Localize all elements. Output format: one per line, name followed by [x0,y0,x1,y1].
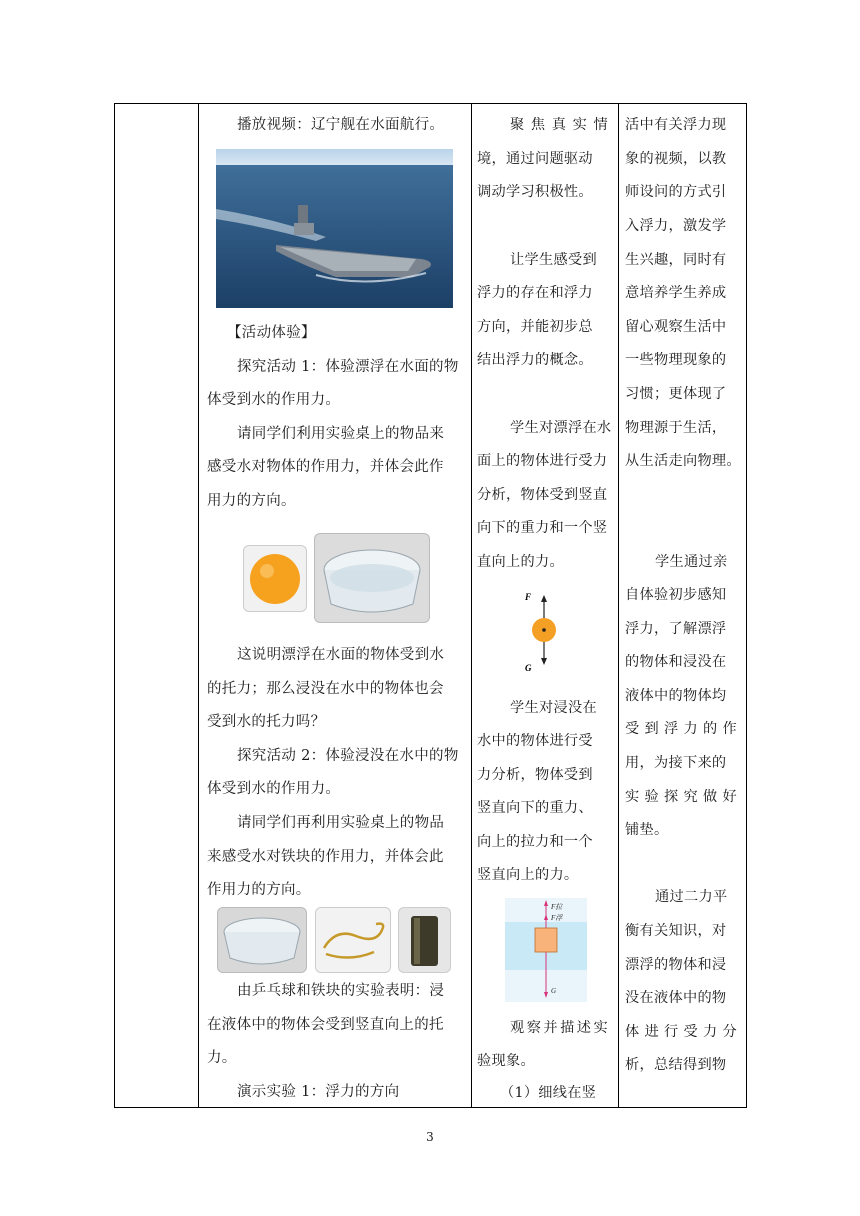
text-line: 入浮力，激发学 [625,218,727,234]
text-line: 学生通过亲 [655,554,728,570]
text-line: 体受到水的作用力。 [207,781,341,797]
lesson-table [114,103,747,1108]
force-label-buoyancy: F浮 [551,914,563,922]
text-line: 自体验初步感知 [625,587,727,603]
text-line: 漂浮的物体和浸 [625,957,727,973]
student-activity-column [472,104,618,1107]
text-line: 面上的物体进行受力 [477,453,608,469]
video-line: 播放视频：辽宁舰在水面航行。 [237,117,445,133]
text-line: 演示实验 1：浮力的方向 [237,1084,400,1100]
text-line: 学生对漂浮在水 [510,420,612,436]
text-line: 让学生感受到 [510,252,597,268]
text-line: 物理源于生活， [625,420,727,436]
force-label-gravity: G [551,987,557,995]
text-line: 向上的拉力和一个 [477,834,593,850]
text-line: 调动学习积极性。 [477,184,593,200]
text-line: 受到水的托力吗？ [207,714,326,730]
text-line: 留心观察生活中 [625,319,727,335]
text-line: 力分析，物体受到 [477,767,593,783]
force-label-g: G [525,663,532,673]
text-line: 向下的重力和一个竖 [477,520,608,536]
ping-pong-ball-photo [243,545,307,612]
text-line: 没在液体中的物 [625,990,727,1006]
text-line: 作用力的方向。 [207,882,311,898]
text-line: 的物体和浸没在 [625,654,727,670]
text-line: 析，总结得到物 [625,1057,727,1073]
text-line: 意培养学生养成 [625,285,727,301]
text-line: 液体中的物体均 [625,688,727,704]
text-line: 力。 [207,1050,237,1066]
iron-block-photo [398,907,451,973]
text-line: 衡有关知识，对 [625,923,727,939]
text-line: 浮力，了解漂浮 [625,621,727,637]
force-label-pull: F拉 [551,903,563,911]
text-line: 学生对浸没在 [510,700,597,716]
text-line: 受到浮力的作 [625,721,737,737]
text-line: 用，为接下来的 [625,755,727,771]
text-line: 铺垫。 [625,822,669,838]
text-line: 体受到水的作用力。 [207,392,341,408]
text-line: 习惯；更体现了 [625,386,727,402]
text-line: 结出浮力的概念。 [477,352,593,368]
text-line: 请同学们再利用实验桌上的物品 [237,815,445,831]
text-line: 境，通过问题驱动 [477,151,593,167]
text-line: 师设问的方式引 [625,184,727,200]
text-line: 这说明漂浮在水面的物体受到水 [237,647,445,663]
text-line: 分析，物体受到竖直 [477,487,608,503]
text-line: 方向，并能初步总 [477,319,593,335]
page-number: 3 [426,1130,434,1144]
text-line: 的托力；那么浸没在水中的物体也会 [207,681,444,697]
text-line: 聚焦真实情 [510,117,608,133]
text-line: 一些物理现象的 [625,352,727,368]
text-line: 实验探究做好 [625,789,737,805]
text-line: 感受水对物体的作用力，并体会此作 [207,459,444,475]
force-label-f: F [525,592,532,602]
text-line: 用力的方向。 [207,493,296,509]
text-line: 在液体中的物体会受到竖直向上的托 [207,1017,444,1033]
text-line: 由乒乓球和铁块的实验表明：浸 [237,983,445,999]
water-basin-photo [217,907,307,973]
text-line: 探究活动 1：体验漂浮在水面的物 [237,359,459,375]
text-line: 水中的物体进行受 [477,733,593,749]
submerged-block-force-diagram [505,898,587,1002]
text-line: 通过二力平 [655,889,728,905]
text-line: 从生活走向物理。 [625,453,741,469]
text-line: 观察并描述实 [510,1020,608,1036]
text-line: 生兴趣，同时有 [625,252,727,268]
text-line: 象的视频，以教 [625,151,727,167]
text-line: 探究活动 2：体验浸没在水中的物 [237,748,459,764]
text-line: 浮力的存在和浮力 [477,285,593,301]
aircraft-carrier-photo [216,149,453,308]
text-line: 来感受水对铁块的作用力，并体会此 [207,849,444,865]
teaching-activity-column [199,104,471,1107]
text-line: 活中有关浮力现 [625,117,727,133]
floating-ball-force-diagram [524,587,564,673]
text-line: 验现象。 [477,1053,535,1069]
text-line: 直向上的力。 [477,554,564,570]
text-line: 竖直向上的力。 [477,867,579,883]
text-line: 请同学们利用实验桌上的物品来 [237,426,445,442]
text-line: 体进行受力分 [625,1024,737,1040]
activity-heading: 【活动体验】 [227,325,316,341]
water-basin-photo [314,533,430,623]
design-intent-column [619,104,747,1107]
text-line: （1）细线在竖 [500,1085,597,1101]
text-line: 竖直向下的重力、 [477,800,593,816]
string-photo [315,907,391,973]
